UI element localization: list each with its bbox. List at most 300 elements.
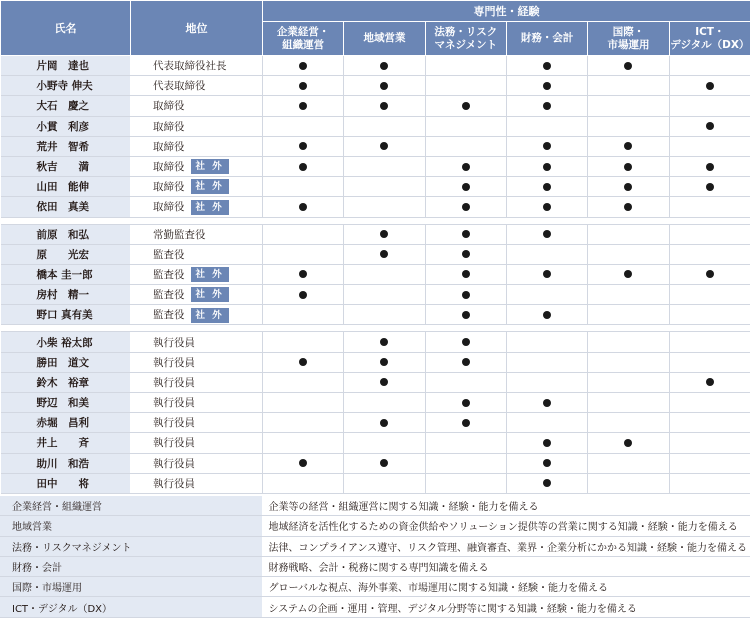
table-row — [1, 264, 750, 284]
external-badge: 社 外 — [191, 287, 229, 302]
skill-dot-icon — [299, 142, 307, 150]
skill-cell — [588, 264, 669, 284]
member-position: 監査役 — [153, 309, 185, 322]
skill-cell — [344, 177, 425, 197]
skill-dot-icon — [462, 358, 470, 366]
member-position-cell — [131, 156, 263, 176]
member-name: 房村 精一 — [1, 285, 131, 305]
table-row — [1, 244, 750, 264]
legend-row — [0, 556, 750, 576]
legend-row — [0, 597, 750, 617]
legend-body — [0, 496, 750, 617]
member-position-cell — [131, 305, 263, 325]
skill-dot-icon — [299, 163, 307, 171]
member-name: 助川 和浩 — [1, 453, 131, 473]
table-row — [1, 177, 750, 197]
skill-cell — [669, 413, 750, 433]
member-position: 監査役 — [153, 288, 185, 301]
skill-cell — [344, 96, 425, 116]
skill-cell — [506, 473, 587, 493]
member-name: 片岡 達也 — [1, 56, 131, 76]
legend-description: 財務戦略、会計・税務に関する専門知識を備える — [262, 556, 750, 576]
skill-cell — [669, 453, 750, 473]
skill-cell — [263, 352, 344, 372]
header-expertise-group: 専門性・経験 — [263, 1, 750, 22]
skill-dot-icon — [462, 291, 470, 299]
legend-term: ICT・デジタル（DX） — [0, 597, 262, 617]
skill-cell — [669, 177, 750, 197]
skill-cell — [588, 332, 669, 352]
skill-cell — [344, 197, 425, 217]
skill-cell — [506, 305, 587, 325]
skill-cell — [506, 393, 587, 413]
member-position: 監査役 — [153, 268, 185, 281]
skill-cell — [263, 305, 344, 325]
table-row — [1, 156, 750, 176]
member-position: 代表取締役 — [153, 80, 206, 93]
skill-dot-icon — [543, 459, 551, 467]
skill-dot-icon — [299, 82, 307, 90]
member-name: 小貫 利彦 — [1, 116, 131, 136]
skill-cell — [506, 453, 587, 473]
skill-cell — [263, 224, 344, 244]
legend-description: システムの企画・運用・管理、デジタル分野等に関する知識・経験・能力を備える — [262, 597, 750, 617]
member-position: 執行役員 — [153, 356, 195, 369]
skill-cell — [344, 76, 425, 96]
member-position: 執行役員 — [153, 457, 195, 470]
skill-dot-icon — [543, 62, 551, 70]
header-name: 氏名 — [1, 1, 131, 56]
member-position: 執行役員 — [153, 437, 195, 450]
skill-cell — [588, 197, 669, 217]
member-position: 取締役 — [153, 160, 185, 173]
skill-cell — [425, 473, 506, 493]
skill-cell — [344, 116, 425, 136]
legend-term: 財務・会計 — [0, 556, 262, 576]
skill-dot-icon — [380, 82, 388, 90]
skill-cell — [263, 56, 344, 76]
skill-cell — [425, 413, 506, 433]
table-row — [1, 285, 750, 305]
member-name: 野辺 和美 — [1, 393, 131, 413]
skill-cell — [344, 264, 425, 284]
member-position: 取締役 — [153, 120, 185, 133]
skill-cell — [506, 177, 587, 197]
skill-cell — [344, 136, 425, 156]
member-position: 執行役員 — [153, 417, 195, 430]
skill-cell — [263, 393, 344, 413]
skill-cell — [669, 56, 750, 76]
table-row — [1, 372, 750, 392]
skill-cell — [588, 116, 669, 136]
skill-dot-icon — [299, 62, 307, 70]
skill-dot-icon — [462, 183, 470, 191]
skill-dot-icon — [380, 338, 388, 346]
skill-cell — [588, 372, 669, 392]
skill-cell — [263, 244, 344, 264]
skill-dot-icon — [380, 230, 388, 238]
member-position-cell — [131, 96, 263, 116]
skill-dot-icon — [543, 230, 551, 238]
header-position: 地位 — [131, 1, 263, 56]
skill-cell — [425, 177, 506, 197]
group-separator — [1, 325, 750, 332]
skill-cell — [669, 244, 750, 264]
skill-cell — [425, 305, 506, 325]
skill-dot-icon — [543, 82, 551, 90]
table-row — [1, 352, 750, 372]
header-expertise-5: ICT・ デジタル（DX） — [669, 22, 750, 56]
skill-cell — [506, 264, 587, 284]
member-position-cell — [131, 76, 263, 96]
member-position-cell — [131, 433, 263, 453]
skill-dot-icon — [299, 459, 307, 467]
skill-cell — [344, 473, 425, 493]
skill-dot-icon — [299, 270, 307, 278]
skill-dot-icon — [462, 102, 470, 110]
skill-dot-icon — [380, 102, 388, 110]
skill-cell — [425, 244, 506, 264]
skill-cell — [263, 264, 344, 284]
skill-cell — [425, 136, 506, 156]
skill-cell — [263, 197, 344, 217]
legend-row — [0, 577, 750, 597]
member-position: 執行役員 — [153, 376, 195, 389]
skill-cell — [669, 224, 750, 244]
table-row — [1, 56, 750, 76]
skill-dot-icon — [462, 311, 470, 319]
member-position: 執行役員 — [153, 336, 195, 349]
member-position-cell — [131, 285, 263, 305]
skill-cell — [506, 244, 587, 264]
skill-cell — [425, 76, 506, 96]
skill-cell — [263, 413, 344, 433]
table-row — [1, 433, 750, 453]
member-position: 常勤監査役 — [153, 228, 206, 241]
skill-cell — [669, 332, 750, 352]
member-name: 橋本 圭一郎 — [1, 264, 131, 284]
skill-dot-icon — [380, 419, 388, 427]
skill-dot-icon — [299, 358, 307, 366]
legend-row — [0, 496, 750, 516]
member-position-cell — [131, 224, 263, 244]
skill-cell — [263, 116, 344, 136]
skill-dot-icon — [543, 142, 551, 150]
skill-cell — [506, 413, 587, 433]
table-row — [1, 116, 750, 136]
skill-dot-icon — [706, 163, 714, 171]
table-row — [1, 76, 750, 96]
skill-dot-icon — [299, 291, 307, 299]
skill-dot-icon — [462, 203, 470, 211]
member-position: 執行役員 — [153, 397, 195, 410]
skill-dot-icon — [462, 338, 470, 346]
member-position-cell — [131, 197, 263, 217]
skill-cell — [669, 197, 750, 217]
member-name: 野口 真有美 — [1, 305, 131, 325]
member-position-cell — [131, 136, 263, 156]
table-row — [1, 393, 750, 413]
table-row — [1, 332, 750, 352]
skill-dot-icon — [624, 142, 632, 150]
table-row — [1, 136, 750, 156]
skill-cell — [344, 352, 425, 372]
skill-dot-icon — [299, 203, 307, 211]
member-position-cell — [131, 372, 263, 392]
skill-cell — [588, 413, 669, 433]
member-position-cell — [131, 116, 263, 136]
member-position-cell — [131, 473, 263, 493]
external-badge: 社 外 — [191, 179, 229, 194]
skill-dot-icon — [624, 163, 632, 171]
skill-cell — [506, 116, 587, 136]
member-position: 取締役 — [153, 140, 185, 153]
skill-dot-icon — [380, 250, 388, 258]
skill-dot-icon — [543, 479, 551, 487]
external-badge: 社 外 — [191, 308, 229, 323]
header-expertise-4: 国際・ 市場運用 — [588, 22, 669, 56]
skill-cell — [263, 156, 344, 176]
skill-cell — [669, 156, 750, 176]
skill-cell — [506, 352, 587, 372]
skill-dot-icon — [462, 270, 470, 278]
skill-cell — [506, 76, 587, 96]
member-position-cell — [131, 177, 263, 197]
skill-cell — [669, 305, 750, 325]
skill-cell — [425, 96, 506, 116]
member-name: 前原 和弘 — [1, 224, 131, 244]
skill-cell — [588, 285, 669, 305]
external-badge: 社 外 — [191, 200, 229, 215]
skill-cell — [425, 197, 506, 217]
skill-dot-icon — [706, 183, 714, 191]
skill-cell — [263, 332, 344, 352]
skill-cell — [669, 96, 750, 116]
legend-table — [0, 496, 750, 618]
skill-cell — [263, 76, 344, 96]
legend-description: 企業等の経営・組織運営に関する知識・経験・能力を備える — [262, 496, 750, 516]
member-name: 小柴 裕太郎 — [1, 332, 131, 352]
skill-cell — [588, 244, 669, 264]
skill-dot-icon — [624, 270, 632, 278]
member-position-cell — [131, 393, 263, 413]
group-separator — [1, 217, 750, 224]
skill-dot-icon — [462, 163, 470, 171]
skill-cell — [344, 244, 425, 264]
skill-cell — [588, 96, 669, 116]
skill-cell — [669, 136, 750, 156]
skill-cell — [425, 433, 506, 453]
member-name: 山田 能伸 — [1, 177, 131, 197]
skill-cell — [669, 264, 750, 284]
skill-cell — [263, 372, 344, 392]
skill-dot-icon — [543, 163, 551, 171]
skill-dot-icon — [624, 62, 632, 70]
skill-cell — [588, 393, 669, 413]
member-position: 執行役員 — [153, 477, 195, 490]
skill-cell — [506, 433, 587, 453]
table-row — [1, 224, 750, 244]
skill-cell — [506, 56, 587, 76]
header-expertise-2: 法務・リスク マネジメント — [425, 22, 506, 56]
header-expertise-3: 財務・会計 — [506, 22, 587, 56]
legend-term: 法務・リスクマネジメント — [0, 536, 262, 556]
external-badge: 社 外 — [191, 267, 229, 282]
legend-description: グローバルな視点、海外事業、市場運用に関する知識・経験・能力を備える — [262, 577, 750, 597]
skill-dot-icon — [543, 439, 551, 447]
table-row — [1, 413, 750, 433]
skill-cell — [588, 305, 669, 325]
table-row — [1, 473, 750, 493]
skill-cell — [425, 393, 506, 413]
table-row — [1, 305, 750, 325]
skill-cell — [263, 136, 344, 156]
member-name: 大石 慶之 — [1, 96, 131, 116]
skill-cell — [263, 473, 344, 493]
skill-dot-icon — [624, 203, 632, 211]
skill-cell — [344, 285, 425, 305]
legend-term: 国際・市場運用 — [0, 577, 262, 597]
member-name: 荒井 智希 — [1, 136, 131, 156]
legend-term: 企業経営・組織運営 — [0, 496, 262, 516]
header-expertise-0: 企業経営・ 組織運営 — [263, 22, 344, 56]
skill-cell — [669, 285, 750, 305]
skill-cell — [506, 332, 587, 352]
member-position: 取締役 — [153, 180, 185, 193]
skill-cell — [344, 156, 425, 176]
skill-cell — [344, 453, 425, 473]
legend-row — [0, 516, 750, 536]
skill-cell — [263, 433, 344, 453]
skill-cell — [425, 56, 506, 76]
skill-dot-icon — [380, 459, 388, 467]
skill-cell — [425, 264, 506, 284]
skill-dot-icon — [380, 142, 388, 150]
skill-cell — [669, 116, 750, 136]
skill-cell — [425, 453, 506, 473]
skill-dot-icon — [462, 399, 470, 407]
skill-cell — [506, 285, 587, 305]
skill-cell — [588, 136, 669, 156]
skill-dot-icon — [543, 270, 551, 278]
member-name: 鈴木 裕章 — [1, 372, 131, 392]
skill-cell — [263, 285, 344, 305]
skill-cell — [344, 393, 425, 413]
skill-cell — [588, 473, 669, 493]
member-name: 小野寺 伸夫 — [1, 76, 131, 96]
skill-cell — [669, 372, 750, 392]
skill-dot-icon — [543, 203, 551, 211]
member-name: 依田 真美 — [1, 197, 131, 217]
skill-cell — [588, 453, 669, 473]
skill-dot-icon — [624, 183, 632, 191]
skill-cell — [344, 372, 425, 392]
external-badge: 社 外 — [191, 159, 229, 174]
skill-cell — [263, 453, 344, 473]
skill-cell — [344, 56, 425, 76]
matrix-body — [1, 56, 750, 494]
skill-dot-icon — [706, 122, 714, 130]
skill-cell — [425, 352, 506, 372]
member-position: 取締役 — [153, 201, 185, 214]
member-name: 赤堀 昌利 — [1, 413, 131, 433]
member-position-cell — [131, 332, 263, 352]
header-expertise-1: 地域営業 — [344, 22, 425, 56]
skill-cell — [588, 224, 669, 244]
table-row — [1, 96, 750, 116]
skill-cell — [588, 177, 669, 197]
skill-cell — [425, 285, 506, 305]
skill-cell — [588, 352, 669, 372]
skill-cell — [669, 76, 750, 96]
skill-dot-icon — [543, 183, 551, 191]
skill-dot-icon — [462, 230, 470, 238]
table-row — [1, 197, 750, 217]
skill-dot-icon — [543, 102, 551, 110]
member-position-cell — [131, 264, 263, 284]
skill-cell — [344, 332, 425, 352]
member-position-cell — [131, 352, 263, 372]
skill-dot-icon — [299, 102, 307, 110]
skill-cell — [669, 393, 750, 413]
skill-cell — [506, 372, 587, 392]
skill-cell — [425, 372, 506, 392]
skill-dot-icon — [706, 82, 714, 90]
skill-dot-icon — [543, 399, 551, 407]
member-name: 原 光宏 — [1, 244, 131, 264]
skill-cell — [669, 433, 750, 453]
skill-cell — [506, 136, 587, 156]
skill-cell — [506, 197, 587, 217]
member-position-cell — [131, 244, 263, 264]
skill-cell — [344, 413, 425, 433]
skill-cell — [263, 96, 344, 116]
skill-cell — [425, 156, 506, 176]
skill-cell — [425, 224, 506, 244]
member-position: 取締役 — [153, 100, 185, 113]
member-position: 代表取締役社長 — [153, 60, 227, 73]
skill-dot-icon — [380, 378, 388, 386]
skill-cell — [425, 116, 506, 136]
legend-description: 法律、コンプライアンス遵守、リスク管理、融資審査、業界・企業分析にかかる知識・経験・能力を備える — [262, 536, 750, 556]
legend-term: 地域営業 — [0, 516, 262, 536]
skill-dot-icon — [380, 62, 388, 70]
skill-dot-icon — [706, 378, 714, 386]
skill-cell — [344, 224, 425, 244]
skill-dot-icon — [462, 419, 470, 427]
skill-cell — [344, 433, 425, 453]
member-name: 井上 斉 — [1, 433, 131, 453]
member-name: 田中 将 — [1, 473, 131, 493]
skill-cell — [425, 332, 506, 352]
skill-dot-icon — [462, 250, 470, 258]
member-name: 秋吉 満 — [1, 156, 131, 176]
member-name: 勝田 道文 — [1, 352, 131, 372]
member-position-cell — [131, 453, 263, 473]
skill-cell — [506, 224, 587, 244]
skill-cell — [344, 305, 425, 325]
member-position-cell — [131, 413, 263, 433]
skill-dot-icon — [380, 358, 388, 366]
skill-cell — [588, 433, 669, 453]
skill-dot-icon — [543, 311, 551, 319]
skill-cell — [669, 473, 750, 493]
skill-dot-icon — [706, 270, 714, 278]
skill-cell — [588, 156, 669, 176]
skill-cell — [506, 96, 587, 116]
skill-cell — [588, 76, 669, 96]
skill-dot-icon — [624, 439, 632, 447]
